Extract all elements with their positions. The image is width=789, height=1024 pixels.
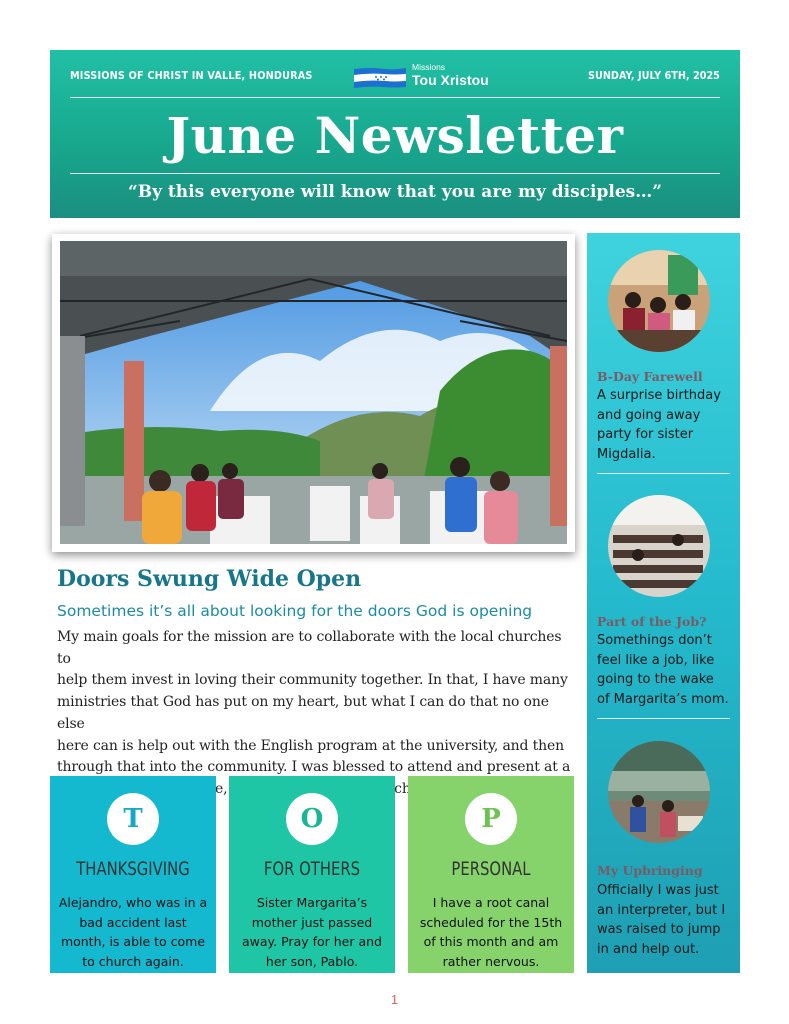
sidebar-line: Migdalia. [597,446,656,462]
wake-photo [608,495,710,597]
sidebar-line: A surprise birthday [597,388,721,403]
box-line: bad accident last [79,914,187,930]
logo-name: Tou Xristou [412,72,489,88]
sidebar-line: going to the wake [597,672,714,687]
box-line: mother just passed [251,914,373,930]
birthday-party-photo [608,250,710,352]
box-line: away. Pray for her and [242,934,382,949]
box-line: to church again. [82,953,184,969]
thanksgiving-box [50,776,216,973]
logo-subtitle: Missions [412,62,446,72]
letter-badge: T [107,793,159,845]
box-line: her son, Pablo. [265,953,359,969]
article-line: through that into the community. I was blessed to attend and present at a [57,759,571,776]
box-line: scheduled for the 15th [419,914,563,930]
sidebar-heading: My Upbringing [597,863,703,878]
sidebar-line: Somethings don’t [597,633,712,648]
sidebar-line: party for sister [597,427,694,442]
sidebar-line: Officially I was just [597,883,719,898]
box-line: of this month and am [423,934,559,949]
for-others-box [229,776,395,973]
article-title: Doors Swung Wide Open [57,566,362,592]
page-number: 1 [390,992,399,1007]
box-heading: FOR OTHERS [263,858,361,880]
box-text [414,893,568,971]
sidebar-line: an interpreter, but I [597,902,726,918]
sidebar-divider [597,718,730,719]
sidebar-heading: Part of the Job? [597,614,707,629]
issue-date: SUNDAY, JULY 6TH, 2025 [588,69,720,82]
article-body [57,627,572,801]
box-line: Alejandro, who was in a [58,895,208,910]
upbringing-photo [608,741,710,843]
main-photo [60,241,567,544]
main-photo-frame [52,234,575,552]
box-line: Sister Margarita’s [256,895,368,910]
article-line: My main goals for the mission are to collaborate with the local churches to [57,629,562,667]
sidebar-text [597,386,737,464]
box-heading: PERSONAL [451,858,531,880]
box-line: month, is able to come [60,934,206,949]
header-top-bar [70,62,720,88]
organization-name: MISSIONS OF CHRIST IN VALLE, HONDURAS [70,69,313,82]
header-divider [70,173,720,174]
box-text [56,893,210,971]
sidebar-line: in and help out. [597,941,700,957]
mission-logo [330,63,500,93]
box-text [235,893,389,971]
box-heading: THANKSGIVING [76,858,190,880]
header-divider [70,97,720,98]
article-line: help them invest in loving their community together. In that, I have many [57,672,568,689]
letter-badge: P [465,793,517,845]
letter-badge: O [286,793,338,845]
box-line: I have a root canal [432,895,550,910]
sidebar-line: feel like a job, like [597,652,715,668]
sidebar-line: was raised to jump [597,922,721,937]
sidebar-text [597,881,737,959]
newsletter-header [50,50,740,218]
sidebar-line: of Margarita’s mom. [597,691,729,707]
sidebar-heading: B-Day Farewell [597,369,703,384]
sidebar-text [597,631,737,709]
article-subtitle: Sometimes it’s all about looking for the doors God is opening [57,602,533,620]
scripture-quote: “By this everyone will know that you are my disciples…” [127,182,663,202]
newsletter-title: June Newsletter [166,106,624,165]
article-line: here can is help out with the English program at the university, and then [57,737,564,754]
article-line: teachers [372,780,433,797]
sidebar-line: and going away [597,407,701,423]
honduras-flag-icon [350,67,408,89]
personal-box [408,776,574,973]
article-line: ministries that God has put on my heart, but what I can do that no one else [57,694,549,732]
box-line: rather nervous. [442,953,540,969]
sidebar-divider [597,473,730,474]
sidebar [587,233,740,973]
